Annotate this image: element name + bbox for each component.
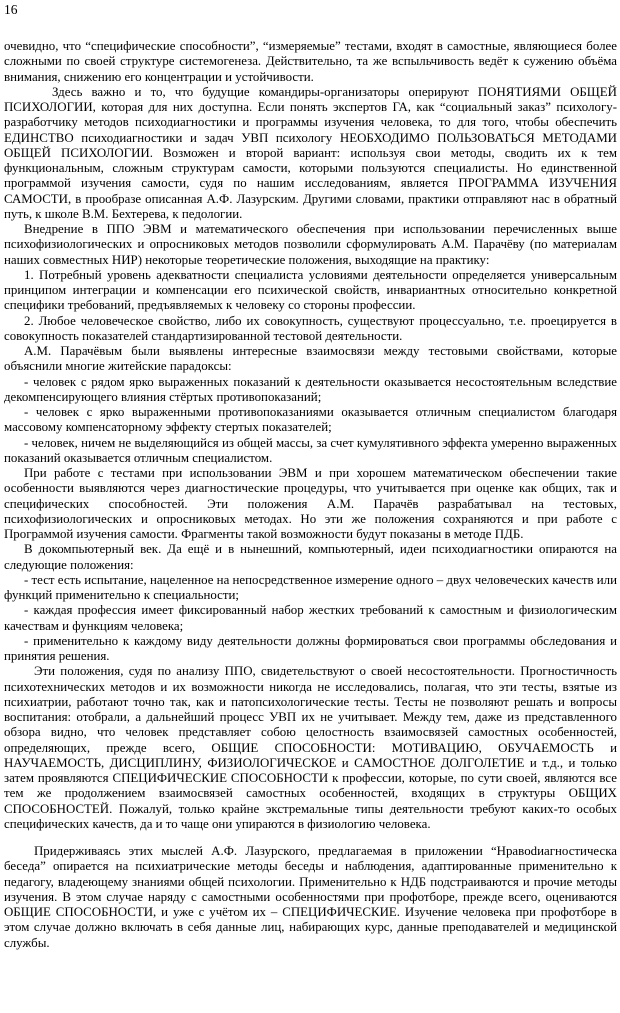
paragraph: Здесь важно и то, что будущие командиры-организаторы оперируют ПОНЯТИЯМИ ОБЩЕЙ ПСИХОЛОГИИ, которая для них доступна. Если понять экспертов ГА, как “социальный заказ” психологу-разработчику методов психодиагностики и программы изучения человека, то для того, чтобы обеспечить ЕДИНСТВО психодиагностики и задач УВП психологу НЕОБХОДИМО ПОЛЬЗОВАТЬСЯ МЕТОДАМИ ОБЩЕЙ ПСИХОЛОГИИ. Возможен и второй вариант: используя свои методы, сводить их к тем функциональным, сложным структурам самости, которыми пользуются специалисты. Но единственной программой изучения самости, судя по нашим исследованиям, является ПРОГРАММА ИЗУЧЕНИЯ САМОСТИ, в прообразе описанная А.Ф. Лазурским. Другими словами, практики отправляют нас в обратный путь, к школе В.М. Бехтерева, к педологии. <box>4 84 617 221</box>
list-item: - применительно к каждому виду деятельности должны формироваться свои программы обследования и принятия решения. <box>4 633 617 663</box>
paragraph: очевидно, что “специфические способности”, “измеряемые” тестами, входят в самостные, являющиеся более сложными по своей структуре системогенеза. Действительно, та же вспыльчивость ведёт к сужению объёма внимания, снижению его концентрации и устойчивости. <box>4 39 617 84</box>
numbered-item: 1. Потребный уровень адекватности специалиста условиями деятельности определяется универсальным принципом интеграции и компенсации его психической свойств, инвариантных относительно конкретной специфики требований, предъявляемых к человеку со стороны профессии. <box>4 267 617 313</box>
paragraph: Эти положения, судя по анализу ППО, свидетельствуют о своей несостоятельности. Прогностичность психотехнических методов и их возможности никогда не исследовались, полагая, что эти тесты, взятые из психиатрии, работают точно так, как и патопсихологические тесты. Тесты не позволяют решать и вопросы воспитания: отобрали, а дальнейший процесс УВП их не учитывает. Между тем, даже из представленного обзора видно, что человек представляет собою целостность взаимосвязей самостных особенностей, определяющих, прежде всего, ОБЩИЕ СПОСОБНОСТИ: МОТИВАЦИЮ, ОБУЧАЕМОСТЬ и НАУЧАЕМОСТЬ, ДИСЦИПЛИНУ, ФИЗИОЛОГИЧЕСКОЕ и САМОСТНОЕ ДОЛГОЛЕТИЕ и т.д., и только затем проявляются СПЕЦИФИЧЕСКИЕ СПОСОБНОСТИ к профессии, которые, по сути своей, являются все тем же продолжением взаимосвязей самостных особенностей, входящих в структуры ОБЩИХ СПОСОБНОСТЕЙ. Пожалуй, только крайне экстремальные типы деятельности требуют каких-то особых специфических качеств, да и то чаще они упираются в физиологию человека. <box>4 664 617 831</box>
paragraph: В докомпьютерный век. Да ещё и в нынешний, компьютерный, идеи психодиагностики опираются на следующие положения: <box>4 542 617 572</box>
paragraph: Внедрение в ППО ЭВМ и математического обеспечения при использовании перечисленных выше психофизиологических и опросниковых методов позволили сформулировать А.М. Парачёву (по материалам наших совместных НИР) некоторые теоретические положения, выходящие на практику: <box>4 222 617 267</box>
list-item: - человек с рядом ярко выраженных показаний к деятельности оказывается несостоятельным вследствие декомпенсирующего влияния стёртых противопоказаний; <box>4 374 617 404</box>
list-item: - каждая профессия имеет фиксированный набор жестких требований к самостным и физиологическим качествам и функциям человека; <box>4 603 617 633</box>
paragraph: Придерживаясь этих мыслей А.Ф. Лазурского, предлагаемая в приложении “Нравodиагностическа беседа” опирается на психиатрические методы беседы и наблюдения, адаптированные применительно к педагогу, владеющему знаниями общей психологии. Применительно к НДБ подстраиваются и прочие методы изучения. В этом случае наряду с самостными особенностями при профотборе, прежде всего, оцениваются ОБЩИЕ СПОСОБНОСТИ, и уже с учётом их – СПЕЦИФИЧЕСКИЕ. Изучение человека при профотборе в этом случае должно включать в себя данные лиц, набирающих курс, данные преподавателей и медицинской службы. <box>4 844 617 950</box>
list-item: - человек, ничем не выделяющийся из общей массы, за счет кумулятивного эффекта умеренно выраженных показаний оказывается отличным специалистом. <box>4 435 617 465</box>
list-item: - человек с ярко выраженными противопоказаниями оказывается отличным специалистом благодаря массовому компенсаторному эффекту стертых показателей; <box>4 405 617 435</box>
page-number: 16 <box>4 2 18 17</box>
paragraph: При работе с тестами при использовании ЭВМ и при хорошем математическом обеспечении такие особенности выявляются через диагностические процедуры, что учитывается при оценке как общих, так и специфических способностей. Эти положения А.М. Парачёв разрабатывал на тестовых, психофизиологических и опросниковых методах. Но эти же положения сохраняются и при работе с Программой изучения самости. Фрагменты такой возможности будут показаны в методе ПДБ. <box>4 466 617 541</box>
numbered-item: 2. Любое человеческое свойство, либо их совокупность, существуют процессуально, т.е. проецируется в совокупность показателей стандартизированной тестовой деятельности. <box>4 313 617 343</box>
paragraph: А.М. Парачёвым были выявлены интересные взаимосвязи между тестовыми свойствами, которые объяснили многие житейские парадоксы: <box>4 344 617 374</box>
list-item: - тест есть испытание, нацеленное на непосредственное измерение одного – двух человеческих качеств или функций применительно к специальности; <box>4 572 617 602</box>
